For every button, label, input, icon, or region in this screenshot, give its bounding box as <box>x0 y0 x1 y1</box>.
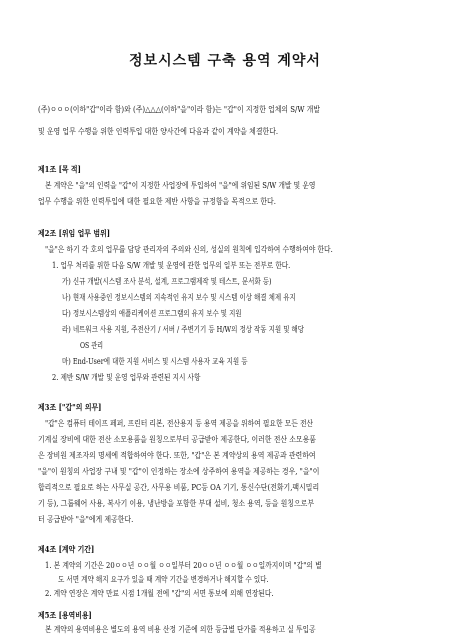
article-4-line: 2. 계약 연장은 계약 만료 시점 1개월 전에 "갑"의 서면 통보에 의해 연장된다. <box>45 588 274 598</box>
article-2-line: 2. 제반 S/W 개발 및 운영 업무와 관련된 지시 사항 <box>52 372 201 382</box>
article-2-line: 마) End-User에 대한 지원 서비스 및 시스템 사용자 교육 지원 등 <box>62 356 248 366</box>
article-2-heading: 제2조 [위임 업무 범위] <box>38 228 111 238</box>
article-1-line: 업무 수행을 위한 인력투입에 대한 필요한 제반 사항을 규정함을 목적으로 한다. <box>38 196 276 206</box>
intro-line: (주)ㅇㅇㅇ(이하"갑"이라 함)와 (주)△△△(이하"을"이라 함)는 "갑"이 지정한 업체의 S/W 개발 <box>38 104 321 114</box>
article-2-line: 1. 업무 처리를 위한 다음 S/W 개발 및 운영에 관한 업무의 일부 또는 전부로 한다. <box>52 260 291 270</box>
article-5-heading: 제5조 [용역비용] <box>38 610 92 620</box>
article-3-line: 은 장비원 제조자의 명세에 적합하여야 한다. 또한, "갑"은 본 계약상의 용역 제공과 관련하여 <box>38 450 316 460</box>
article-3-line: 기계실 장비에 대한 전산 소모용품을 원칭으로부터 공급받아 제공한다, 이러한 전산 소모용품 <box>38 434 316 444</box>
article-4-heading: 제4조 [계약 기간] <box>38 544 95 554</box>
article-2-line: 나) 현재 사용중인 정보시스템의 지속적인 유지 보수 및 시스템 이상 해결 체제 유지 <box>62 292 296 302</box>
article-1-line: 본 계약은 "을"의 인력을 "갑"이 지정한 사업장에 투입하여 "을"에 위임된 S/W 개발 및 운영 <box>45 180 316 190</box>
article-3-heading: 제3조 ["갑"의 의무] <box>38 402 102 412</box>
article-2-line: 다) 정보시스템상의 애플리케이션 프로그램의 유지 보수 및 지원 <box>62 308 242 318</box>
article-4-line: 도 서면 계약 해지 요구가 있을 때 계약 기간을 변경하거나 해지할 수 있다. <box>58 574 269 584</box>
article-3-line: 기 등), 그룹웨어 사용, 복사기 이용, 냉난방을 포함한 부대 설비, 청소 용역, 등을 원칭으로부 <box>38 498 315 508</box>
article-2-line: 라) 네트워크 사용 지원, 주전산기 / 서버 / 주변기기 등 H/W의 정상 작동 지원 및 해당 <box>62 324 305 334</box>
article-2-line: OS 관리 <box>80 340 104 350</box>
article-3-line: "갑"은 컴퓨터 테이프 페퍼, 프린터 리본, 전산용지 등 용역 제공을 위하여 필요한 모든 전산 <box>45 418 314 428</box>
article-3-line: 터 공급받아 "을"에게 제공한다. <box>38 514 134 524</box>
article-5-line: 본 계약의 용역비용은 별도의 용역 비용 산정 기준에 의한 등급별 단가를 적용하고 실 투입공 <box>45 624 316 634</box>
article-1-heading: 제1조 [목 적] <box>38 164 81 174</box>
document-title: 정보시스템 구축 용역 계약서 <box>129 53 321 69</box>
article-3-line: 합리적으로 필요로 하는 사무실 공간, 사무용 비품, PC등 OA 기기, 통신수단(전화기,팩시밀리 <box>38 482 320 492</box>
article-4-line: 1. 본 계약의 기간은 20ㅇㅇ년 ㅇㅇ월 ㅇㅇ일부터 20ㅇㅇ년 ㅇㅇ월 ㅇㅇ일까지이며 "갑"의 별 <box>45 560 322 570</box>
article-3-line: "을"이 원칭의 사업장 구내 및 "갑"이 인정하는 장소에 상주하여 용역을 제공하는 경우, "을"이 <box>38 466 320 476</box>
article-2-line: 가) 신규 개발(시스템 조사 분석, 설계, 프로그램제작 및 테스트, 문서화 등) <box>62 276 272 286</box>
intro-line: 및 운영 업무 수행을 위한 인력투입 대한 양사간에 다음과 같이 계약을 체결한다. <box>38 126 279 136</box>
article-2-line: "을"은 하기 각 호의 업무를 담당 관리자의 주의와 신의, 성실의 원칙에 입각하여 수행하여야 한다. <box>45 244 333 254</box>
